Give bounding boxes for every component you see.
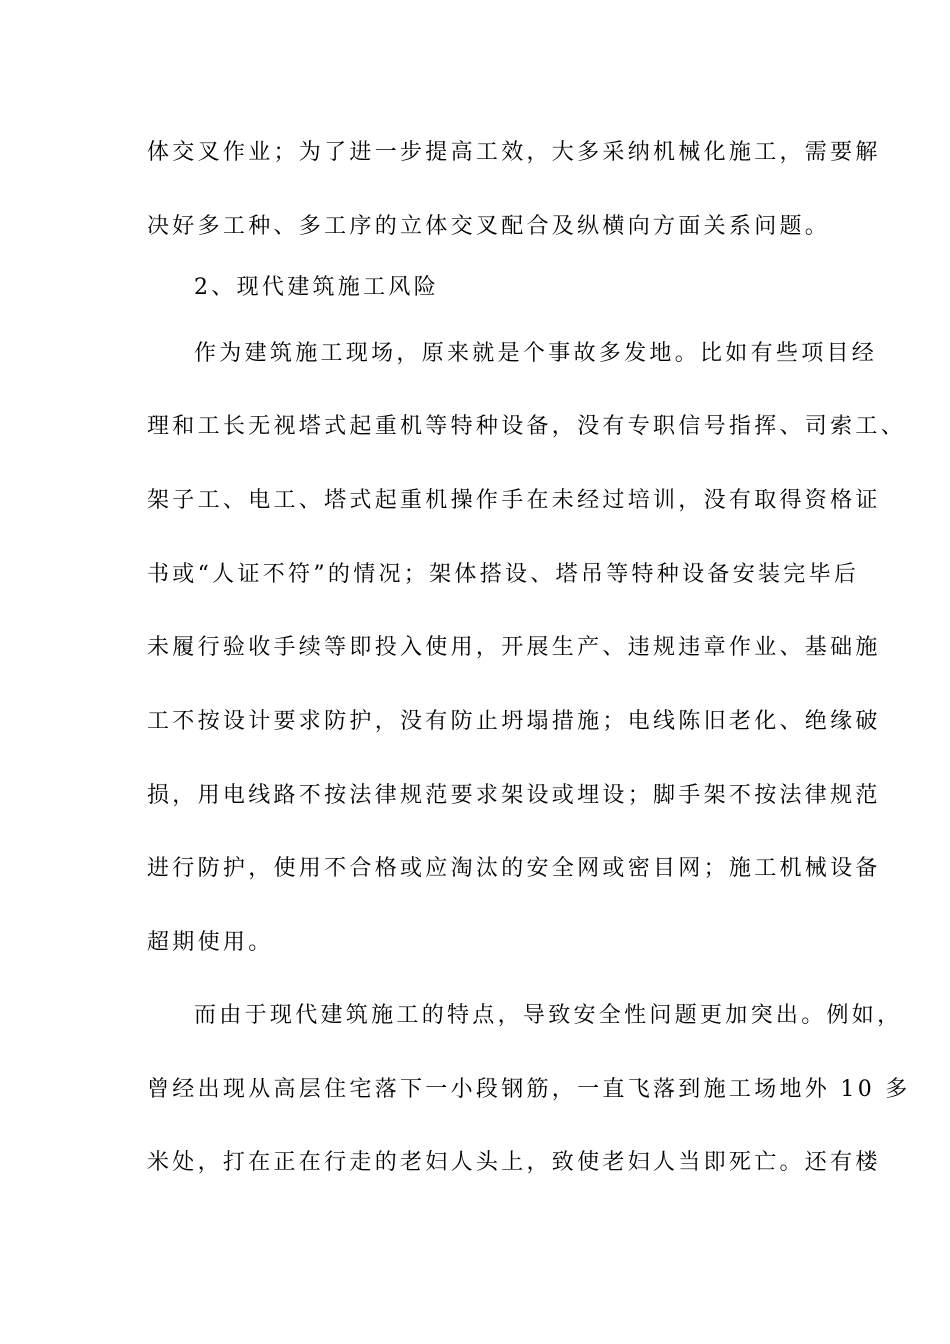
text-line: 损，用电线路不按法律规范要求架设或埋设；脚手架不按法律规范	[147, 783, 881, 808]
section-heading: 2、现代建筑施工风险	[194, 275, 439, 300]
text-line: 未履行验收手续等即投入使用，开展生产、违规违章作业、基础施	[147, 635, 881, 660]
text-line: 体交叉作业；为了进一步提高工效，大多采纳机械化施工，需要解	[147, 140, 881, 165]
text-line: 米处，打在正在行走的老妇人头上，致使老妇人当即死亡。还有楼	[147, 1150, 881, 1175]
text-line: 进行防护，使用不合格或应淘汰的安全网或密目网；施工机械设备	[147, 856, 881, 881]
text-line: 曾经出现从高层住宅落下一小段钢筋，一直飞落到施工场地外 10 多	[147, 1077, 911, 1102]
text-line: 架子工、电工、塔式起重机操作手在未经过培训，没有取得资格证	[147, 488, 881, 513]
text-line: 书或“人证不符”的情况；架体搭设、塔吊等特种设备安装完毕后	[147, 562, 860, 587]
text-line: 理和工长无视塔式起重机等特种设备，没有专职信号指挥、司索工、	[147, 414, 907, 439]
text-line: 作为建筑施工现场，原来就是个事故多发地。比如有些项目经	[194, 341, 878, 366]
text-line: 而由于现代建筑施工的特点，导致安全性问题更加突出。例如，	[194, 1003, 903, 1028]
text-line: 工不按设计要求防护，没有防止坍塌措施；电线陈旧老化、绝缘破	[147, 709, 881, 734]
text-line: 超期使用。	[147, 930, 274, 955]
text-line: 决好多工种、多工序的立体交叉配合及纵横向方面关系问题。	[147, 214, 831, 239]
